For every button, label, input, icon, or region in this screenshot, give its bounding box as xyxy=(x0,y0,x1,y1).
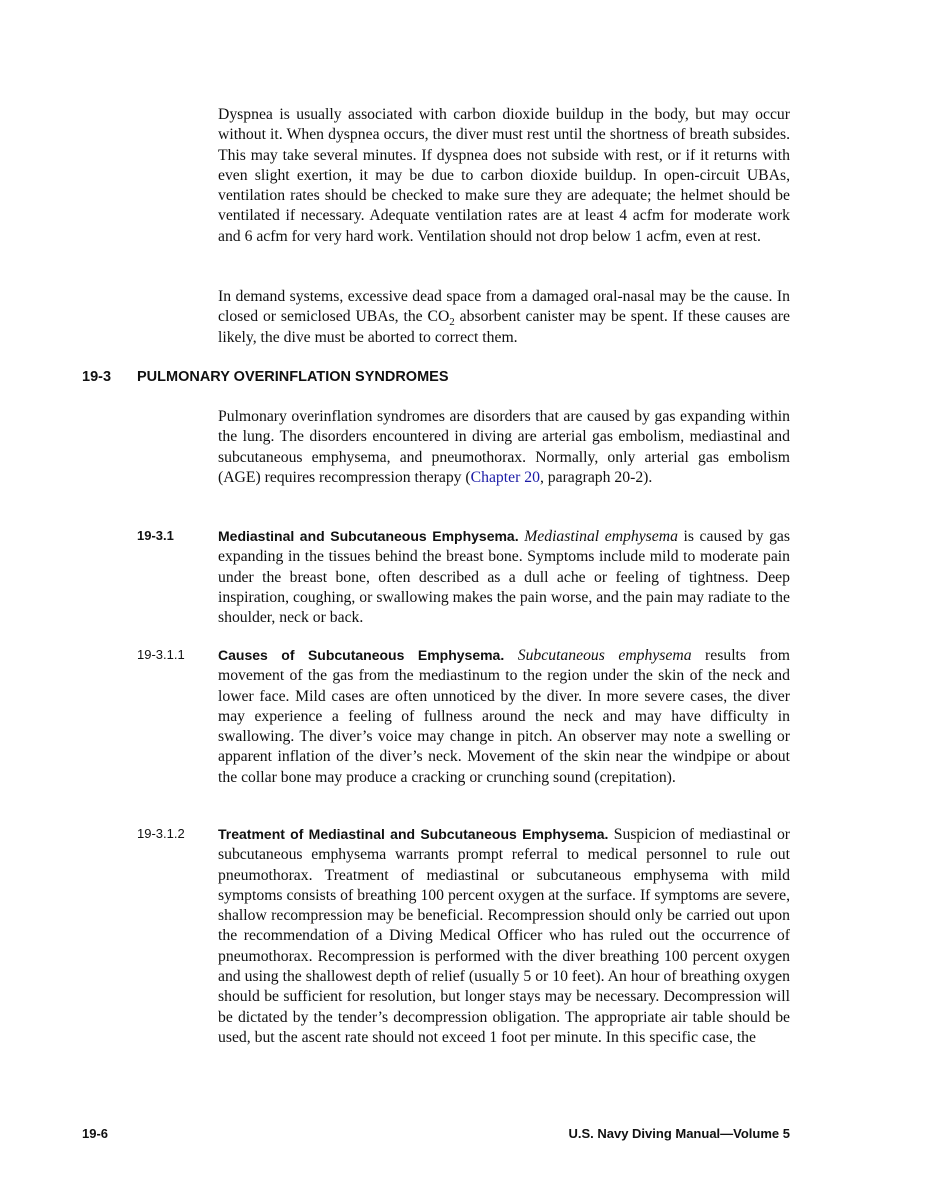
subsection-19-3-1-2 xyxy=(218,824,790,1048)
subsection-number: 19-3.1.1 xyxy=(137,647,185,662)
co2-subscript: 2 xyxy=(449,316,455,329)
subsection-heading: Treatment of Mediastinal and Subcutaneous Emphysema. xyxy=(218,826,609,842)
page-number: 19-6 xyxy=(82,1126,109,1141)
section-title: PULMONARY OVERINFLATION SYNDROMES xyxy=(137,369,449,385)
text: Suspicion of mediastinal or subcutaneous emphysema warrants prompt referral to medical personnel to rule out pneumothorax. Treatment of mediastinal or subcutaneous emphysema with mild symptoms consists of breathing 100 percent oxygen at the surface. If symptoms are severe, shallow recompression may be beneficial. Recompression should only be carried out upon the recommendation of a Diving Medical Officer who has ruled out the occurrence of pneumothorax. Recompression is performed with the diver breathing 100 percent oxygen and using the shallowest depth of relief (usually 5 or 10 feet). An hour of breathing oxygen should be sufficient for resolution, but longer stays may be necessary. Decompression will be dictated by the tender’s decompression obligation. The appropriate air table should be used, but the ascent rate should not exceed 1 foot per minute. In this specific case, the xyxy=(218,826,791,1046)
paragraph-dyspnea: Dyspnea is usually associated with carbon dioxide buildup in the body, but may occur without it. When dyspnea occurs, the diver must rest until the shortness of breath subsides. This may take several minutes. If dyspnea does not subside with rest, or if it returns with even slight exertion, it may be due to carbon dioxide buildup. In open-circuit UBAs, ventilation rates should be checked to make sure they are adequate; the helmet should be ventilated if necessary. Adequate ventilation rates are at least 4 acfm for moderate work and 6 acfm for very hard work. Ventilation should not drop below 1 acfm, even at rest. xyxy=(218,106,790,245)
section-intro xyxy=(218,407,790,488)
text: absorbent canister may be spent. If these causes are likely, the dive must be aborted to correct them. xyxy=(218,308,790,346)
term: Subcutaneous emphysema xyxy=(517,647,692,664)
text: In demand systems, excessive dead space from a damaged oral-nasal may be the cause. In closed or semiclosed UBAs, the xyxy=(218,288,790,326)
subsection-19-3-1 xyxy=(218,526,790,628)
term: Mediastinal emphysema xyxy=(524,528,678,545)
subsection-heading: Mediastinal and Subcutaneous Emphysema. xyxy=(218,528,519,544)
subsection-number: 19-3.1.2 xyxy=(137,826,185,841)
text: is caused by gas expanding in the tissues behind the breast bone. Symptoms include mild to moderate pain under the breast bone, often described as a dull ache or feeling of tightness. Deep inspiration, coughing, or swallowing makes the pain worse, and the pain may radiate to the shoulder, neck or back. xyxy=(218,528,790,627)
subsection-number: 19-3.1 xyxy=(137,528,174,543)
text: results from movement of the gas from the mediastinum to the region under the skin of the neck and lower face. Mild cases are often unnoticed by the diver. In more severe cases, the diver may experience a feeling of fullness around the neck and may have difficulty in swallowing. The diver’s voice may change in pitch. An observer may note a swelling or apparent inflation of the diver’s neck. Movement of the skin near the windpipe or about the collar bone may produce a cracking or crunching sound (crepitation). xyxy=(218,647,791,786)
co2-text: CO xyxy=(427,308,450,326)
section-number: 19-3 xyxy=(82,369,112,385)
text: , paragraph 20-2). xyxy=(539,468,653,486)
subsection-19-3-1-1 xyxy=(218,645,790,788)
footer-title: U.S. Navy Diving Manual—Volume 5 xyxy=(568,1126,790,1141)
chapter-20-link[interactable]: Chapter 20 xyxy=(470,468,540,486)
text: Pulmonary overinflation syndromes are disorders that are caused by gas expanding within the lung. The disorders encountered in diving are arterial gas embolism, mediastinal and subcutaneous emphysema, and pneumothorax. Normally, only arterial gas embolism (AGE) requires recompression therapy ( xyxy=(218,408,790,486)
subsection-heading: Causes of Subcutaneous Emphysema. xyxy=(218,647,505,663)
paragraph-demand-systems xyxy=(218,287,790,348)
